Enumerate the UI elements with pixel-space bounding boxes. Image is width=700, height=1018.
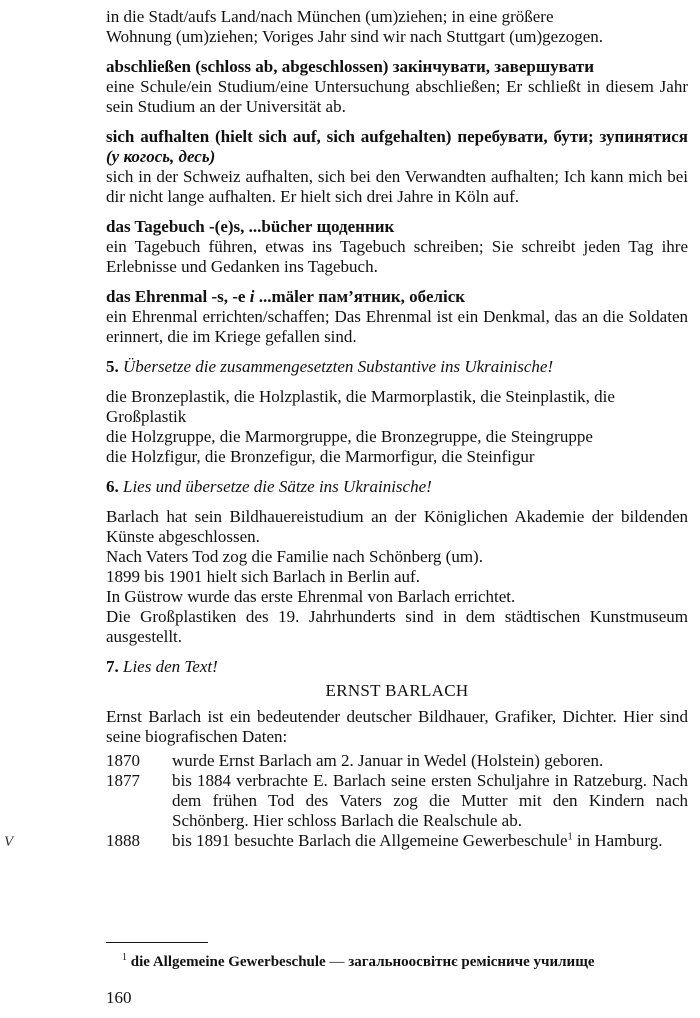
task-number: 7. bbox=[106, 657, 119, 676]
task-5-body bbox=[106, 387, 688, 467]
entry-example: ein Ehrenmal errichten/schaffen; Das Ehrenmal ist ein Denkmal, das an die Soldaten erinnert, die im Kriege gefallen sind. bbox=[106, 307, 688, 346]
entry-translation: закінчувати, завершувати bbox=[392, 57, 595, 76]
bio-text: wurde Ernst Barlach am 2. Januar in Wedel (Holstein) geboren. bbox=[172, 751, 604, 770]
text-title: ERNST BARLACH bbox=[325, 681, 469, 700]
intro-line: in die Stadt/aufs Land/nach München (um)ziehen; in eine größere bbox=[106, 7, 554, 26]
entry-translation: перебувати, бути; зупинятися bbox=[457, 127, 689, 146]
vocab-entry-aufhalten bbox=[106, 127, 688, 207]
noun-list-line: die Holzgruppe, die Marmorgruppe, die Bronzegruppe, die Steingruppe bbox=[106, 427, 593, 446]
entry-header bbox=[106, 287, 688, 307]
entry-header bbox=[106, 217, 688, 237]
sentence: Die Großplastiken des 19. Jahrhunderts sind in dem städtischen Kunstmuseum ausgestellt. bbox=[106, 607, 688, 646]
footnote-definition: загальноосвітнє ремісниче училище bbox=[348, 954, 595, 970]
task-5-heading bbox=[106, 357, 688, 377]
footnote-dash: — bbox=[325, 954, 349, 970]
entry-header bbox=[106, 127, 688, 167]
sentence: 1899 bis 1901 hielt sich Barlach in Berlin auf. bbox=[106, 567, 420, 586]
sentence: In Güstrow wurde das erste Ehrenmal von Barlach errichtet. bbox=[106, 587, 516, 606]
vocab-entry-abschliessen bbox=[106, 57, 688, 117]
margin-pencil-mark: V bbox=[4, 834, 14, 850]
entry-headword-italic: i bbox=[249, 287, 255, 306]
entry-example: sich in der Schweiz aufhalten, sich bei den Verwandten aufhalten; Ich kann mich bei dir nicht lange aufhalten. Er hielt sich drei Jahre in Köln auf. bbox=[106, 167, 688, 206]
entry-headword: das Tagebuch -(e)s, ...bücher bbox=[106, 217, 313, 236]
entry-translation: пам’ятник, обеліск bbox=[318, 287, 466, 306]
page-number: 160 bbox=[106, 988, 132, 1007]
bio-table bbox=[106, 751, 688, 851]
footnote-ref: 1 bbox=[567, 831, 573, 843]
bio-year: 1888 bbox=[106, 831, 140, 850]
task-7-heading bbox=[106, 657, 688, 677]
vocab-entry-tagebuch bbox=[106, 217, 688, 277]
sentence: Nach Vaters Tod zog die Familie nach Schönberg (um). bbox=[106, 547, 483, 566]
entry-header bbox=[106, 57, 688, 77]
task-instruction: Lies den Text! bbox=[123, 657, 218, 676]
bio-text-part: bis 1891 besuchte Barlach die Allgemeine Gewerbeschule bbox=[172, 831, 568, 850]
sentence: Barlach hat sein Bildhauereistudium an der Königlichen Akademie der bildenden Künste abgeschlossen. bbox=[106, 507, 688, 546]
entry-headword: abschließen (schloss ab, abgeschlossen) bbox=[106, 57, 389, 76]
task-instruction: Lies und übersetze die Sätze ins Ukrainische! bbox=[123, 477, 432, 496]
bio-text bbox=[172, 831, 688, 851]
intro-line: Wohnung (um)ziehen; Voriges Jahr sind wir nach Stuttgart (um)gezogen. bbox=[106, 27, 604, 46]
noun-list-line: die Bronzeplastik, die Holzplastik, die Marmorplastik, die Steinplastik, die Großplastik bbox=[106, 387, 615, 426]
task-instruction: Übersetze die zusammengesetzten Substantive ins Ukrainische! bbox=[123, 357, 554, 376]
entry-example: eine Schule/ein Studium/eine Untersuchung abschließen; Er schließt in diesem Jahr sein Studium an der Universität ab. bbox=[106, 77, 688, 116]
intro-paragraph bbox=[106, 7, 688, 47]
task-6-heading bbox=[106, 477, 688, 497]
bio-text: bis 1884 verbrachte E. Barlach seine ersten Schuljahre in Ratzeburg. Nach dem frühen Tod des Vaters zog die Mutter mit den Kindern nach Schönberg. Hier schloss Barlach die Realschule ab. bbox=[172, 771, 688, 830]
text-intro: Ernst Barlach ist ein bedeutender deutscher Bildhauer, Grafiker, Dichter. Hier sind seine biografischen Daten: bbox=[106, 707, 688, 746]
entry-translation-note: (у когось, десь) bbox=[106, 147, 216, 166]
task-number: 5. bbox=[106, 357, 119, 376]
vocab-entry-ehrenmal bbox=[106, 287, 688, 347]
task-6-body bbox=[106, 507, 688, 647]
bio-text-part: in Hamburg. bbox=[572, 831, 663, 850]
entry-headword: das Ehrenmal -s, -e bbox=[106, 287, 246, 306]
entry-translation: щоденник bbox=[316, 217, 395, 236]
task-number: 6. bbox=[106, 477, 119, 496]
noun-list-line: die Holzfigur, die Bronzefigur, die Marmorfigur, die Steinfigur bbox=[106, 447, 535, 466]
footnote bbox=[122, 953, 688, 971]
entry-headword-plural: ...mäler bbox=[258, 287, 314, 306]
footnote-marker: 1 bbox=[122, 952, 127, 963]
page-body bbox=[106, 7, 688, 851]
footnote-term: die Allgemeine Gewerbeschule bbox=[130, 954, 326, 970]
entry-headword: sich aufhalten (hielt sich auf, sich aufgehalten) bbox=[106, 127, 452, 146]
bio-year: 1870 bbox=[106, 751, 140, 770]
entry-example: ein Tagebuch führen, etwas ins Tagebuch schreiben; Sie schreibt jeden Tag ihre Erlebnisse und Gedanken ins Tagebuch. bbox=[106, 237, 688, 276]
footnote-divider bbox=[106, 942, 208, 943]
bio-year: 1877 bbox=[106, 771, 140, 790]
